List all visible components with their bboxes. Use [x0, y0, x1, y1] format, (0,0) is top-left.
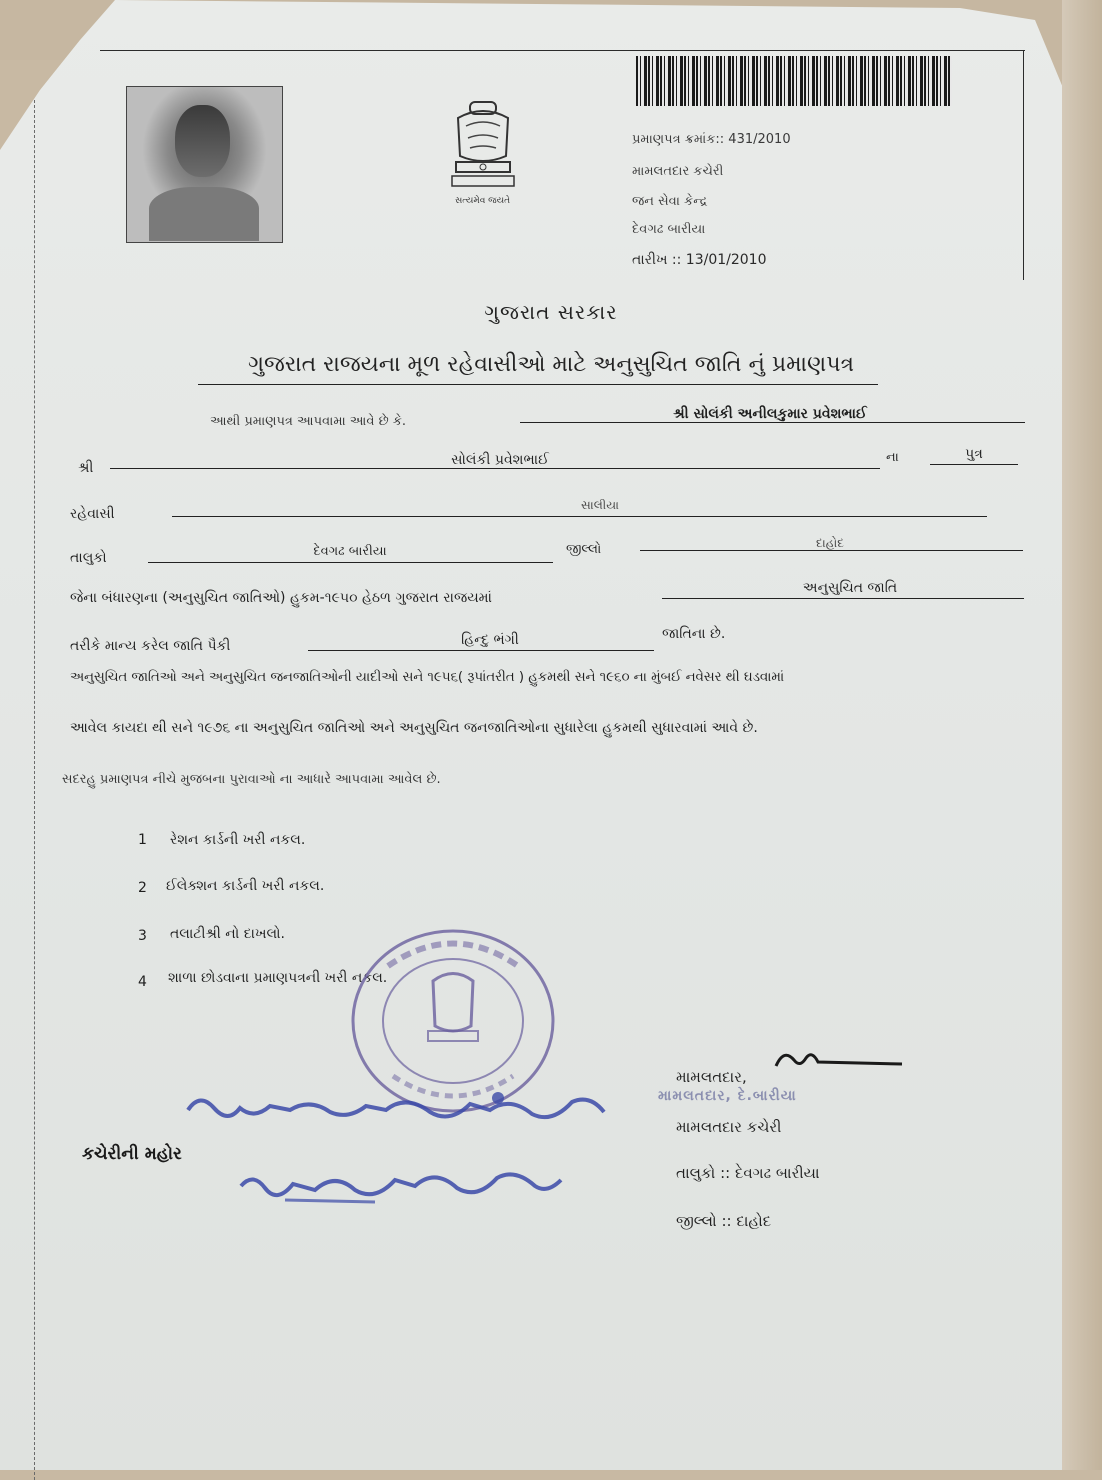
doc-1-num: 1: [138, 832, 147, 848]
category-line: [662, 598, 1024, 599]
certificate-title: ગુજરાત રાજયના મૂળ રહેવાસીઓ માટે અનુસુચિત જાતિ નું પ્રમાણપત્ર: [247, 352, 855, 377]
handwritten-reference-1: [180, 1080, 610, 1140]
district-value: દાહોદ: [816, 536, 844, 550]
body-line-1: અનુસુચિત જાતિઓ અને અનુસુચિત જનજાતિઓની યાદીઓ સને ૧૯૫૬( રૂપાંતરીત ) હુકમથી સને ૧૯૬૦ ના મુંબઈ નવેસર થી ઘડવામાં: [70, 670, 785, 685]
photo-head: [175, 105, 230, 177]
barcode: [636, 56, 952, 106]
category-value: અનુસુચિત જાતિ: [802, 580, 898, 596]
mamlatdar-office: મામલતદાર કચેરી: [676, 1118, 782, 1136]
doc-2-num: 2: [138, 880, 147, 896]
photo-body: [149, 187, 259, 241]
father-line: [110, 468, 880, 469]
relation: પુત્ર: [965, 446, 983, 462]
national-emblem-icon: [440, 96, 526, 196]
issue-date: તારીખ :: 13/01/2010: [632, 252, 767, 268]
shri-label: શ્રી: [78, 460, 94, 476]
body-line-2: આવેલ કાયદા થી સને ૧૯૭૬ ના અનુસુચિત જાતિઓ અને અનુસુચિત જનજાતિઓના સુધારેલા હુકમથી સુધારવામાં આવે છે.: [70, 720, 758, 736]
holder-name: શ્રી સોલંકી અનીલકુમાર પ્રવેશભાઈ: [673, 406, 867, 422]
signature-district: જીલ્લો :: દાહોદ: [676, 1212, 772, 1230]
resident-value: સાલીયા: [581, 498, 619, 512]
doc-1: રેશન કાર્ડની ખરી નકલ.: [170, 832, 306, 848]
relation-line: [930, 464, 1018, 465]
doc-2: ઈલેક્શન કાર્ડની ખરી નકલ.: [166, 878, 325, 894]
doc-3-num: 3: [138, 928, 147, 944]
background-edge: [1062, 0, 1102, 1470]
applicant-photo: [126, 86, 283, 243]
name-line: [520, 422, 1025, 423]
father-name: સોલંકી પ્રવેશભાઈ: [451, 452, 549, 468]
caste-line: [308, 650, 654, 651]
doc-4: શાળા છોડવાના પ્રમાણપત્રની ખરી નકલ.: [168, 970, 388, 986]
mamlatdar-title: મામલતદાર,: [676, 1068, 747, 1086]
na-label: ના: [886, 450, 899, 465]
border-top: [100, 50, 1025, 51]
title-underline: [198, 384, 878, 385]
signature-taluka: તાલુકો :: દેવગઢ બારીયા: [676, 1164, 820, 1182]
service-center: જન સેવા કેન્દ્ર: [632, 194, 708, 209]
border-right: [1023, 50, 1024, 280]
emblem-motto: સત્યમેવ જયતે: [454, 196, 511, 206]
district-label: જીલ્લો: [566, 542, 602, 557]
office-seal-label: કચેરીની મહોર: [82, 1144, 182, 1164]
intro-label: આથી પ્રમાણપત્ર આપવામા આવે છે કે.: [210, 414, 407, 429]
office-name: મામલતદાર કચેરી: [632, 164, 724, 179]
resident-line: [172, 516, 987, 517]
caste-suffix: જાતિના છે.: [662, 626, 726, 642]
officer-signature: [772, 1040, 907, 1080]
caste-value: હિન્દુ ભંગી: [461, 632, 519, 648]
office-location: દેવગઢ બારીયા: [632, 222, 706, 237]
taluka-line: [148, 562, 553, 563]
body-line-3: સદરહુ પ્રમાણપત્ર નીચે મુજબના પુરાવાઓ ના આધારે આપવામા આવેલ છે.: [62, 772, 441, 787]
resident-label: રહેવાસી: [70, 506, 115, 522]
recognized-label: તરીકે માન્ય કરેલ જાતિ પૈકી: [70, 638, 231, 654]
doc-3: તલાટીશ્રી નો દાખલો.: [170, 926, 285, 942]
taluka-value: દેવગઢ બારીયા: [313, 544, 387, 559]
government-title: ગુજરાત સરકાર: [484, 300, 618, 324]
handwritten-reference-2: [235, 1150, 565, 1210]
certificate-number: પ્રમાણપત્ર ક્રમાંક:: 431/2010: [632, 132, 791, 147]
doc-4-num: 4: [138, 974, 147, 990]
constitution-label: જેના બંધારણના (અનુસુચિત જાતિઓ) હુકમ-૧૯૫૦ હેઠળ ગુજરાત રાજયમાં: [70, 590, 492, 606]
mamlatdar-stamp-text: મામલતદાર, દે.બારીયા: [658, 1088, 797, 1104]
taluka-label: તાલુકો: [70, 550, 107, 566]
